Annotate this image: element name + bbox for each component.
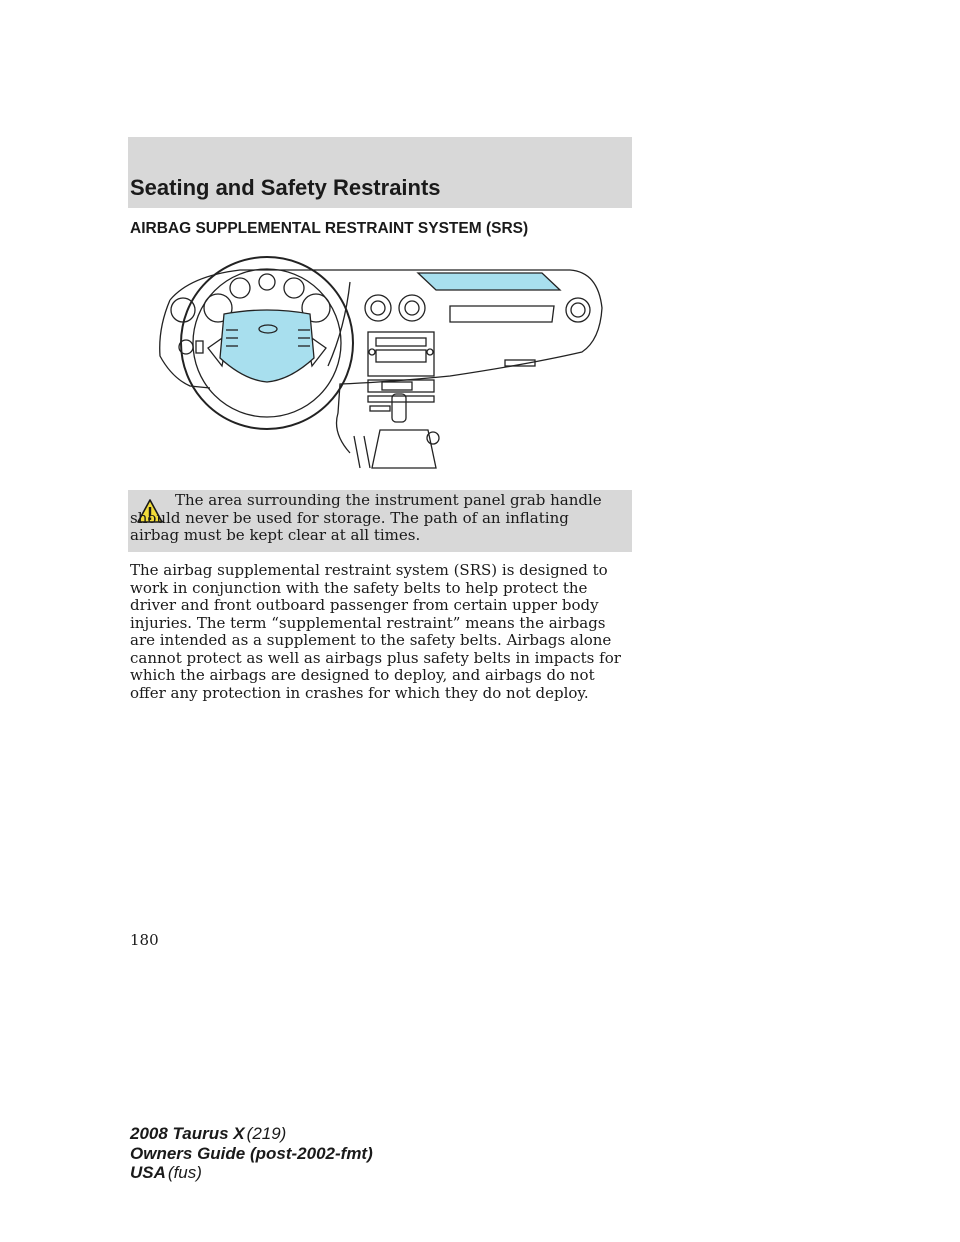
section-title: Seating and Safety Restraints xyxy=(130,175,441,200)
body-paragraph: The airbag supplemental restraint system (SRS) is designed to work in conjunction with the safety belts to help protect the driver and front outboard passenger from certain upper body injuries. The term “supplemental restraint” means the airbags are intended as a supplement to the safety belts. Airbags alone cannot protect as well as airbags plus safety belts in impacts for which the airbags are designed to deploy, and airbags do not offer any protection in crashes for which they do not deploy. xyxy=(130,561,621,702)
footer-guide: Owners Guide (post-2002-fmt) xyxy=(130,1143,373,1163)
section-header xyxy=(128,137,632,208)
warning-text: The area surrounding the instrument panel grab handle should never be used for storage. The path of an inflating airbag must be kept clear at all times. xyxy=(130,491,602,544)
footer-model: 2008 Taurus X xyxy=(130,1124,245,1143)
footer-market: USA xyxy=(130,1163,166,1182)
footer-model-code: (219) xyxy=(246,1124,287,1143)
footer-market-code: (fus) xyxy=(167,1163,202,1182)
warning-box xyxy=(128,490,632,552)
footer-line-3 xyxy=(130,1163,373,1183)
page-heading: AIRBAG SUPPLEMENTAL RESTRAINT SYSTEM (SRS) xyxy=(130,220,529,237)
footer-line-2 xyxy=(130,1144,373,1164)
footer-line-1 xyxy=(130,1124,373,1144)
page-number: 180 xyxy=(130,931,159,949)
passenger-airbag-highlight xyxy=(418,273,560,290)
footer xyxy=(130,1124,373,1183)
airbag-dashboard-illustration xyxy=(150,248,610,470)
